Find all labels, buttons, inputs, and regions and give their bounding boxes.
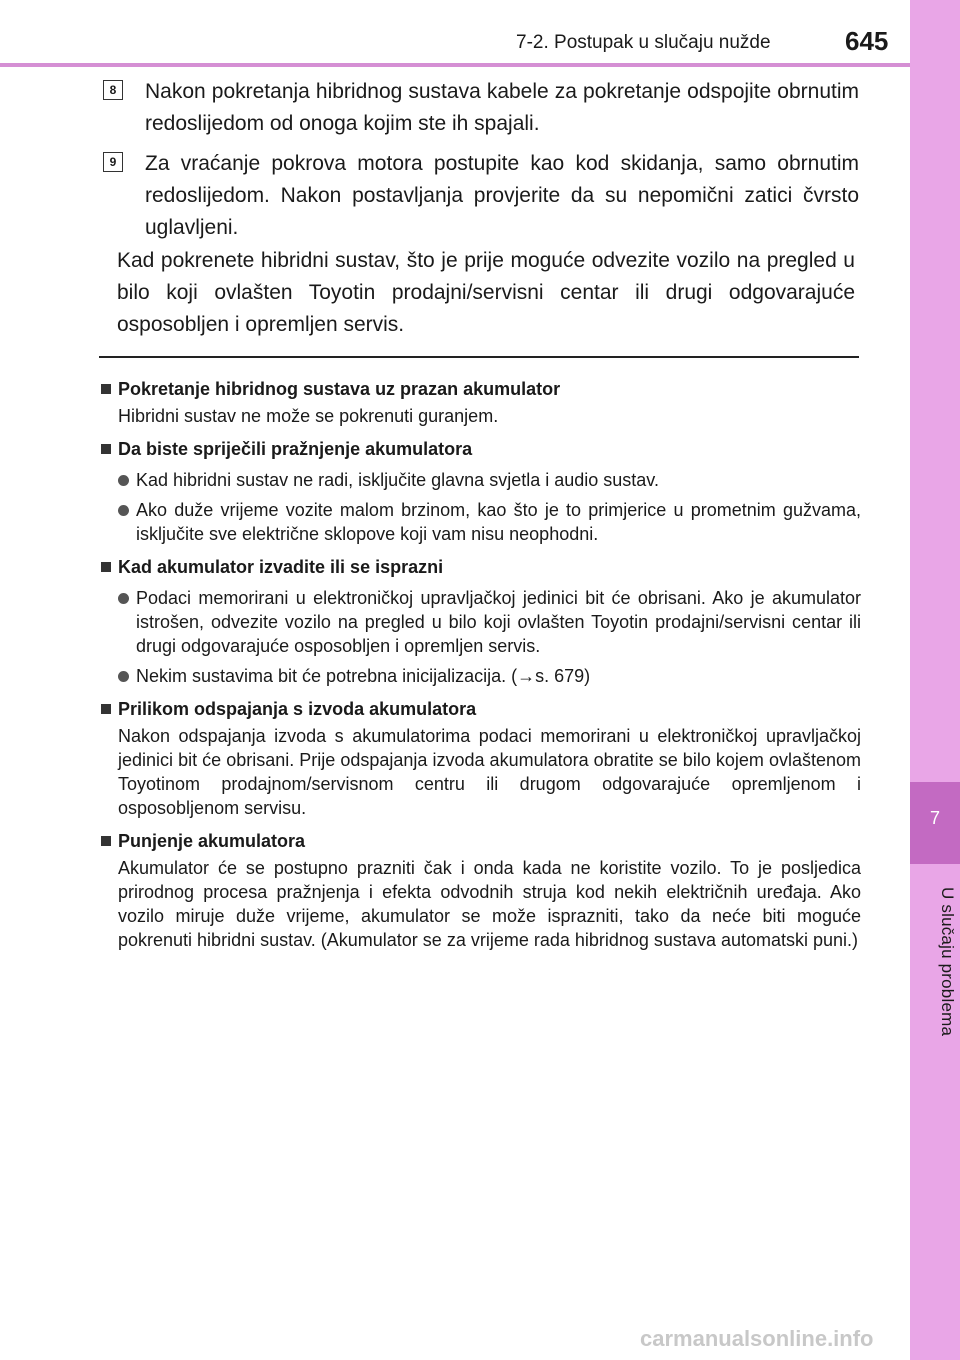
- page-number: 645: [845, 26, 889, 56]
- step-number-badge: 8: [103, 80, 123, 100]
- step-8: [103, 76, 859, 140]
- square-bullet-icon: [101, 384, 111, 394]
- chapter-side-tab: [910, 0, 960, 1360]
- chapter-number: 7: [929, 808, 940, 828]
- note-bullet: Ako duže vrijeme vozite malom brzinom, kao što je to primjerice u prometnim gužvama, isključite sve električne sklopove koji vam nisu neophodni.: [118, 498, 861, 546]
- step-9: [103, 148, 859, 244]
- square-bullet-icon: [101, 836, 111, 846]
- header-divider: [0, 63, 910, 67]
- round-bullet-icon: [118, 505, 129, 516]
- square-bullet-icon: [101, 562, 111, 572]
- step-text: Nakon pokretanja hibridnog sustava kabele za pokretanje odspojite obrnutim redoslijedom od onoga kojim ste ih spajali.: [145, 80, 859, 135]
- notes-section: [99, 368, 861, 952]
- note-body: Nakon odspajanja izvoda s akumulatorima podaci memorirani u elektroničkoj upravljačkoj jedinici bit će obrisani. Prije odspajanja izvoda akumulatora obratite se bilo kojem ovlaštenom Toyotinom prodajnom/servisnom centru ili drugom odgovarajuće opremljenom i osposobljenom servisu.: [118, 726, 861, 818]
- round-bullet-icon: [118, 671, 129, 682]
- section-title: 7-2. Postupak u slučaju nužde: [516, 32, 771, 53]
- note-body: Hibridni sustav ne može se pokrenuti guranjem.: [118, 406, 499, 426]
- round-bullet-icon: [118, 475, 129, 486]
- note-heading: Kad akumulator izvadite ili se isprazni: [99, 554, 861, 580]
- section-divider: [99, 356, 859, 358]
- step-text: Za vraćanje pokrova motora postupite kao kod skidanja, samo obrnutim redoslijedom. Nakon postavljanja provjerite da su nepomični zatici čvrsto uglavljeni.: [145, 152, 859, 239]
- note-bullet: Podaci memorirani u elektroničkoj upravljačkoj jedinici bit će obrisani. Ako je akumulator istrošen, odvezite vozilo na pregled u bilo koji ovlašten Toyotin prodajni/servisni centar ili drugi odgovarajuće osposobljen i opremljen servis.: [118, 586, 861, 658]
- note-body: Akumulator će se postupno prazniti čak i onda kada ne koristite vozilo. To je posljedica prirodnog procesa pražnjenja i efekta odvodnih struja kod nekih električnih uređaja. Ako vozilo miruje duže vrijeme, akumulator se može isprazniti, tako da neće biti moguće pokrenuti hibridni sustav. (Akumulator se za vrijeme rada hibridnog sustava automatski puni.): [118, 858, 861, 950]
- chapter-title: U slučaju problema: [938, 887, 957, 1037]
- square-bullet-icon: [101, 704, 111, 714]
- note-heading: Prilikom odspajanja s izvoda akumulatora: [99, 696, 861, 722]
- note-bullet: Nekim sustavima bit će potrebna inicijalizacija. (→s. 679): [118, 664, 861, 688]
- chapter-number-box: [910, 782, 960, 864]
- note-heading: Punjenje akumulatora: [99, 828, 861, 854]
- watermark: carmanualsonline.info: [640, 1326, 874, 1351]
- note-heading: Pokretanje hibridnog sustava uz prazan akumulator: [99, 376, 861, 402]
- note-bullet: Kad hibridni sustav ne radi, isključite glavna svjetla i audio sustav.: [118, 468, 861, 492]
- note-heading: Da biste spriječili pražnjenje akumulatora: [99, 436, 861, 462]
- step-number-badge: 9: [103, 152, 123, 172]
- round-bullet-icon: [118, 593, 129, 604]
- closing-paragraph: Kad pokrenete hibridni sustav, što je prije moguće odvezite vozilo na pregled u bilo koji ovlašten Toyotin prodajni/servisni centar ili drugi odgovarajuće osposobljen i opremljen servis.: [117, 249, 855, 336]
- square-bullet-icon: [101, 444, 111, 454]
